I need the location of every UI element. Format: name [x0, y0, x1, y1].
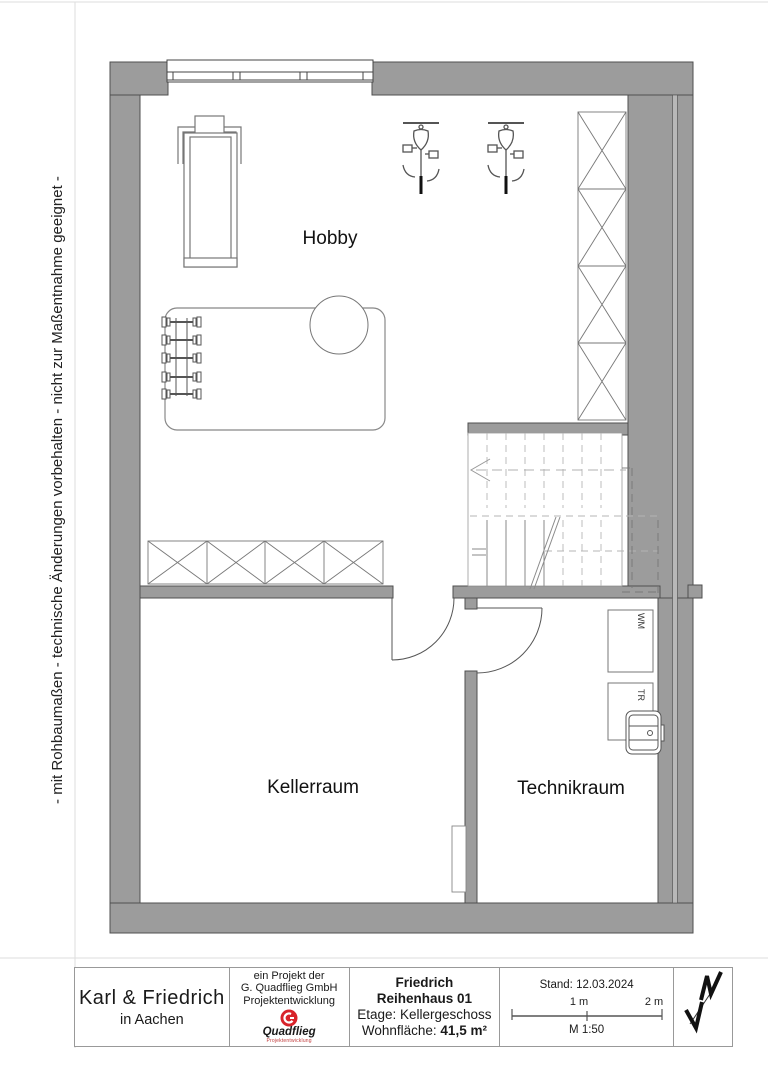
- right-shelf: [578, 112, 626, 420]
- house-name: Friedrich: [395, 975, 454, 990]
- living-area: [362, 1023, 487, 1039]
- plan-date: Stand: 12.03.2024: [539, 978, 634, 991]
- living-area-value: 41,5 m²: [440, 1023, 487, 1038]
- gym-ball-icon: [310, 296, 368, 354]
- door-arc-technikraum: [477, 608, 542, 673]
- bicycle-icon: [403, 123, 439, 194]
- treadmill-icon: [178, 116, 241, 267]
- title-block: [74, 967, 733, 1047]
- sink-icon: [626, 711, 664, 754]
- bicycle-icon: [488, 123, 524, 194]
- dryer-label: TR: [636, 689, 646, 701]
- living-area-label: Wohnfläche:: [361, 1023, 437, 1038]
- side-disclaimer: - mit Rohbaumaßen - technische Änderungen vorbehalten - nicht zur Maßentnahme geeignet -: [49, 176, 66, 804]
- logo-subtext: Projektentwicklung: [266, 1038, 312, 1045]
- developer-line-2: G. Quadflieg GmbH: [240, 982, 338, 995]
- floor-name: Etage: Kellergeschoss: [357, 1007, 492, 1022]
- north-arrow-icon: [674, 968, 732, 1046]
- developer-line-3: Projektentwicklung: [243, 994, 335, 1007]
- room-label-kellerraum: Kellerraum: [267, 777, 359, 798]
- project-location: in Aachen: [120, 1011, 184, 1028]
- quadflieg-logo-icon: [280, 1009, 298, 1027]
- window-top: [167, 60, 373, 82]
- wall-panel: [452, 826, 466, 892]
- scale-mark-2m: 2 m: [644, 995, 663, 1008]
- room-label-hobby: Hobby: [302, 228, 358, 249]
- scale-bar: [509, 992, 665, 1024]
- developer-line-1: ein Projekt der: [253, 969, 325, 982]
- scale-mark-1m: 1 m: [569, 995, 588, 1008]
- bottom-shelf: [148, 541, 383, 584]
- title-block-plan-info: [350, 968, 501, 1046]
- room-label-technikraum: Technikraum: [517, 778, 625, 799]
- washer-label: WM: [636, 613, 646, 629]
- scale-ratio: M 1:50: [569, 1023, 605, 1036]
- title-block-scale: [500, 968, 674, 1046]
- house-number: Reihenhaus 01: [376, 991, 473, 1006]
- title-block-north: [674, 968, 732, 1046]
- title-block-project: [75, 968, 230, 1046]
- washing-machine-box: [608, 610, 653, 672]
- door-arc-kellerraum: [392, 598, 454, 660]
- project-name: Karl & Friedrich: [78, 986, 225, 1009]
- logo-text: Quadflieg: [262, 1026, 316, 1039]
- party-wall-joint: [673, 95, 678, 903]
- title-block-developer: [230, 968, 350, 1046]
